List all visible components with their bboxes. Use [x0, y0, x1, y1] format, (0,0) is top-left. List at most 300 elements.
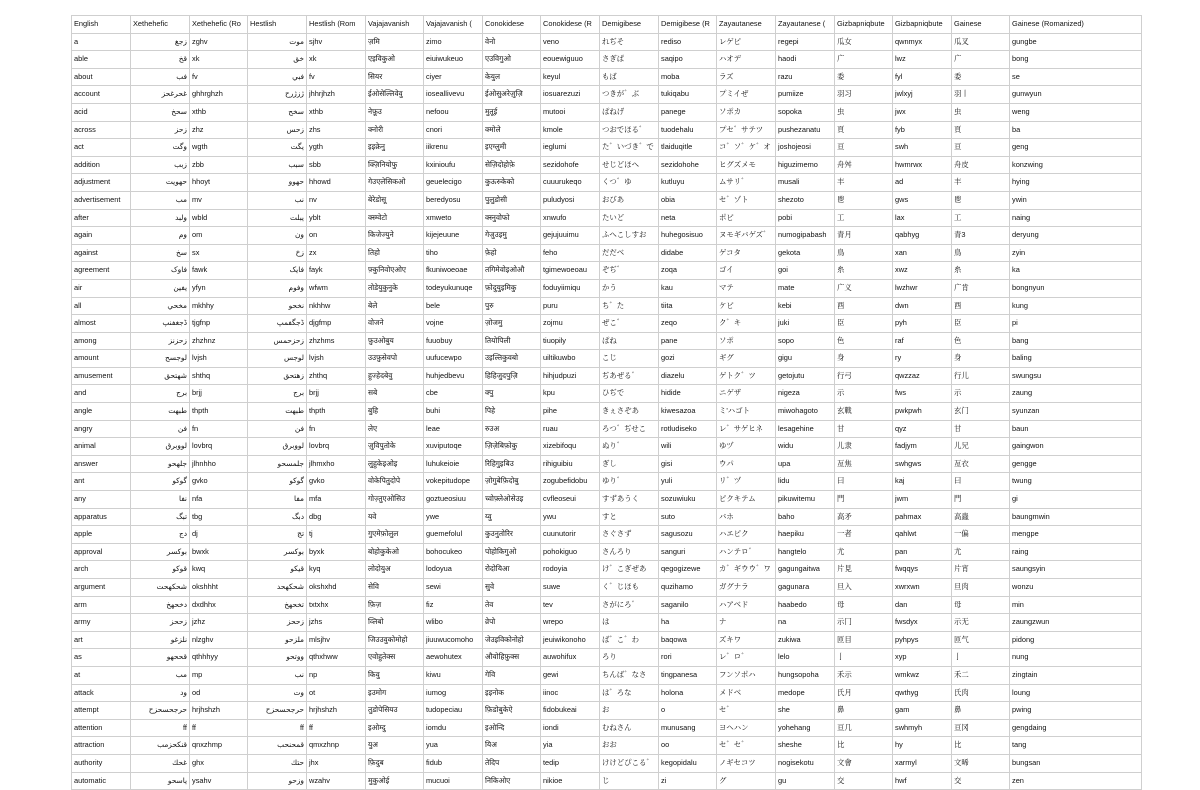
- table-cell[interactable]: kau: [659, 279, 717, 297]
- table-cell[interactable]: gagunara: [776, 579, 835, 597]
- table-cell[interactable]: け゛こぎぜあ: [600, 561, 659, 579]
- table-cell[interactable]: lovbrq: [190, 438, 248, 456]
- table-cell[interactable]: زبب: [131, 156, 190, 174]
- table-cell[interactable]: यवे: [366, 508, 424, 526]
- table-cell[interactable]: ゴイ: [717, 262, 776, 280]
- table-cell[interactable]: nigeza: [776, 385, 835, 403]
- table-cell[interactable]: swhmyh: [893, 719, 952, 737]
- table-cell[interactable]: 儿兄: [952, 438, 1010, 456]
- table-cell[interactable]: iikrenu: [424, 139, 483, 157]
- table-cell[interactable]: panege: [659, 103, 717, 121]
- table-cell[interactable]: じ: [600, 772, 659, 790]
- table-cell[interactable]: authority: [72, 754, 131, 772]
- table-cell[interactable]: ود: [131, 684, 190, 702]
- table-cell[interactable]: lvjsh: [307, 350, 366, 368]
- table-cell[interactable]: pumiize: [776, 86, 835, 104]
- table-cell[interactable]: 青3: [952, 227, 1010, 245]
- table-cell[interactable]: o: [659, 702, 717, 720]
- table-cell[interactable]: sheshe: [776, 737, 835, 755]
- table-cell[interactable]: attempt: [72, 702, 131, 720]
- table-cell[interactable]: 工: [835, 209, 893, 227]
- table-cell[interactable]: فبي: [248, 68, 307, 86]
- table-cell[interactable]: attack: [72, 684, 131, 702]
- table-cell[interactable]: zbb: [190, 156, 248, 174]
- table-cell[interactable]: joshojeosi: [776, 139, 835, 157]
- table-cell[interactable]: numogipabash: [776, 227, 835, 245]
- table-cell[interactable]: فايک: [248, 262, 307, 280]
- table-cell[interactable]: お: [600, 702, 659, 720]
- table-cell[interactable]: वोजने: [366, 315, 424, 333]
- table-cell[interactable]: addition: [72, 156, 131, 174]
- table-cell[interactable]: zhz: [190, 121, 248, 139]
- table-cell[interactable]: ईओसेल्लिवेवु: [366, 86, 424, 104]
- table-cell[interactable]: rori: [659, 649, 717, 667]
- table-cell[interactable]: 行儿: [952, 367, 1010, 385]
- table-cell[interactable]: यिअ: [483, 737, 541, 755]
- table-cell[interactable]: 广肯: [952, 279, 1010, 297]
- table-cell[interactable]: qegogizewe: [659, 561, 717, 579]
- table-cell[interactable]: دخحهخ: [131, 596, 190, 614]
- table-cell[interactable]: لووبرق: [131, 438, 190, 456]
- table-cell[interactable]: पिहे: [483, 403, 541, 421]
- table-cell[interactable]: nefoou: [424, 103, 483, 121]
- column-header[interactable]: Xethehefic: [131, 16, 190, 34]
- table-cell[interactable]: mp: [190, 666, 248, 684]
- table-cell[interactable]: さんろり: [600, 543, 659, 561]
- table-cell[interactable]: at: [72, 666, 131, 684]
- column-header[interactable]: Hestlish (Rom: [307, 16, 366, 34]
- table-cell[interactable]: feho: [541, 244, 600, 262]
- table-cell[interactable]: ff: [248, 719, 307, 737]
- table-cell[interactable]: क्मोले: [483, 121, 541, 139]
- table-cell[interactable]: ひぢで: [600, 385, 659, 403]
- table-cell[interactable]: تج: [248, 526, 307, 544]
- table-cell[interactable]: fyb: [893, 121, 952, 139]
- table-cell[interactable]: and: [72, 385, 131, 403]
- table-cell[interactable]: juki: [776, 315, 835, 333]
- table-cell[interactable]: tjgfnp: [190, 315, 248, 333]
- table-cell[interactable]: 高蟲: [952, 508, 1010, 526]
- table-cell[interactable]: 玄戰: [835, 403, 893, 421]
- table-cell[interactable]: tbg: [190, 508, 248, 526]
- table-cell[interactable]: gigu: [776, 350, 835, 368]
- table-cell[interactable]: بوکسر: [131, 543, 190, 561]
- table-cell[interactable]: tgimewoeoau: [541, 262, 600, 280]
- table-cell[interactable]: は゛ろな: [600, 684, 659, 702]
- table-cell[interactable]: حتك: [248, 754, 307, 772]
- table-cell[interactable]: केयुल: [483, 68, 541, 86]
- table-cell[interactable]: ゆヅ: [717, 438, 776, 456]
- table-cell[interactable]: ノギセコツ: [717, 754, 776, 772]
- table-cell[interactable]: oo: [659, 737, 717, 755]
- table-cell[interactable]: 色: [835, 332, 893, 350]
- table-cell[interactable]: レゲピ: [717, 33, 776, 51]
- table-cell[interactable]: ywe: [424, 508, 483, 526]
- table-cell[interactable]: hy: [893, 737, 952, 755]
- table-cell[interactable]: naing: [1010, 209, 1142, 227]
- table-cell[interactable]: all: [72, 297, 131, 315]
- table-cell[interactable]: ज़मि: [366, 33, 424, 51]
- table-cell[interactable]: गेजुउइमु: [483, 227, 541, 245]
- table-cell[interactable]: lwz: [893, 51, 952, 69]
- table-cell[interactable]: ruau: [541, 420, 600, 438]
- table-cell[interactable]: tj: [307, 526, 366, 544]
- table-cell[interactable]: 鳥: [952, 244, 1010, 262]
- table-cell[interactable]: yia: [541, 737, 600, 755]
- table-cell[interactable]: lelo: [776, 649, 835, 667]
- table-cell[interactable]: mfa: [307, 491, 366, 509]
- table-cell[interactable]: ヒグズメモ: [717, 156, 776, 174]
- table-cell[interactable]: tlaiduqitle: [659, 139, 717, 157]
- table-cell[interactable]: syunzan: [1010, 403, 1142, 421]
- table-cell[interactable]: तेव: [483, 596, 541, 614]
- table-cell[interactable]: फ़्कुनिवोएओए: [366, 262, 424, 280]
- table-cell[interactable]: 頁: [952, 121, 1010, 139]
- table-cell[interactable]: bong: [1010, 51, 1142, 69]
- table-cell[interactable]: इओन्दि: [483, 719, 541, 737]
- table-cell[interactable]: fkuniwoeoae: [424, 262, 483, 280]
- table-cell[interactable]: ケビ: [717, 297, 776, 315]
- table-cell[interactable]: cuunutorir: [541, 526, 600, 544]
- table-cell[interactable]: さぎぱ: [600, 51, 659, 69]
- table-cell[interactable]: さぐさず: [600, 526, 659, 544]
- table-cell[interactable]: thpth: [190, 403, 248, 421]
- table-cell[interactable]: 示: [835, 385, 893, 403]
- table-cell[interactable]: 鼻: [952, 702, 1010, 720]
- table-cell[interactable]: ウパ: [717, 455, 776, 473]
- table-cell[interactable]: قنکحزمب: [131, 737, 190, 755]
- table-cell[interactable]: 文晞: [952, 754, 1010, 772]
- table-cell[interactable]: jeuiwikonoho: [541, 631, 600, 649]
- table-cell[interactable]: 鬯: [835, 191, 893, 209]
- table-cell[interactable]: फ़ेहो: [483, 244, 541, 262]
- table-cell[interactable]: gengge: [1010, 455, 1142, 473]
- table-cell[interactable]: सबे: [366, 385, 424, 403]
- table-cell[interactable]: fwsdyx: [893, 614, 952, 632]
- table-cell[interactable]: 旦肉: [952, 579, 1010, 597]
- table-cell[interactable]: 糸: [835, 262, 893, 280]
- table-cell[interactable]: 片宵: [952, 561, 1010, 579]
- table-cell[interactable]: लेए: [366, 420, 424, 438]
- table-cell[interactable]: hungsopoha: [776, 666, 835, 684]
- table-cell[interactable]: は: [600, 614, 659, 632]
- table-cell[interactable]: 委: [952, 68, 1010, 86]
- table-cell[interactable]: fws: [893, 385, 952, 403]
- table-cell[interactable]: gaingwon: [1010, 438, 1142, 456]
- table-cell[interactable]: gekota: [776, 244, 835, 262]
- table-cell[interactable]: किजेज्युने: [366, 227, 424, 245]
- table-cell[interactable]: قيکو: [248, 561, 307, 579]
- table-cell[interactable]: 比: [835, 737, 893, 755]
- table-cell[interactable]: lax: [893, 209, 952, 227]
- table-cell[interactable]: kegopidalu: [659, 754, 717, 772]
- table-cell[interactable]: saganilo: [659, 596, 717, 614]
- table-cell[interactable]: 色: [952, 332, 1010, 350]
- table-cell[interactable]: ka: [1010, 262, 1142, 280]
- table-cell[interactable]: na: [776, 614, 835, 632]
- table-cell[interactable]: ガグナラ: [717, 579, 776, 597]
- table-cell[interactable]: huhegosisuo: [659, 227, 717, 245]
- table-cell[interactable]: qahlwt: [893, 526, 952, 544]
- table-cell[interactable]: نلزغو: [131, 631, 190, 649]
- table-cell[interactable]: ハオデ: [717, 51, 776, 69]
- table-cell[interactable]: 禾示: [835, 666, 893, 684]
- table-cell[interactable]: निकिओए: [483, 772, 541, 790]
- table-cell[interactable]: baho: [776, 508, 835, 526]
- table-cell[interactable]: こじ: [600, 350, 659, 368]
- table-cell[interactable]: pihe: [541, 403, 600, 421]
- table-cell[interactable]: kiwesazoa: [659, 403, 717, 421]
- table-cell[interactable]: tiuopily: [541, 332, 600, 350]
- table-cell[interactable]: تبگ: [131, 508, 190, 526]
- table-cell[interactable]: एवोहुतेक्स: [366, 649, 424, 667]
- table-cell[interactable]: حهويت: [131, 174, 190, 192]
- table-cell[interactable]: sezidohofe: [541, 156, 600, 174]
- table-cell[interactable]: zeqo: [659, 315, 717, 333]
- table-cell[interactable]: 尤: [952, 543, 1010, 561]
- table-cell[interactable]: तोडेयुकुनुके: [366, 279, 424, 297]
- table-cell[interactable]: rotludiseko: [659, 420, 717, 438]
- table-cell[interactable]: すと: [600, 508, 659, 526]
- table-cell[interactable]: cbe: [424, 385, 483, 403]
- table-cell[interactable]: गुएमेफ़ोलुल: [366, 526, 424, 544]
- table-cell[interactable]: ニゲザ: [717, 385, 776, 403]
- table-cell[interactable]: ज़ुविपुतोके: [366, 438, 424, 456]
- table-cell[interactable]: یگت: [248, 139, 307, 157]
- table-cell[interactable]: ba: [1010, 121, 1142, 139]
- table-cell[interactable]: ज़िज़ेबिफ़ोकु: [483, 438, 541, 456]
- table-cell[interactable]: loung: [1010, 684, 1142, 702]
- table-cell[interactable]: ملزحو: [248, 631, 307, 649]
- table-cell[interactable]: طبهت: [131, 403, 190, 421]
- table-cell[interactable]: zhzhms: [307, 332, 366, 350]
- table-cell[interactable]: huhjedbevu: [424, 367, 483, 385]
- table-cell[interactable]: ज़ोगुबेफ़िदोबु: [483, 473, 541, 491]
- table-cell[interactable]: شهتحق: [131, 367, 190, 385]
- table-cell[interactable]: wgth: [190, 139, 248, 157]
- table-cell[interactable]: mengpe: [1010, 526, 1142, 544]
- table-cell[interactable]: haepiku: [776, 526, 835, 544]
- table-cell[interactable]: amount: [72, 350, 131, 368]
- table-cell[interactable]: across: [72, 121, 131, 139]
- table-cell[interactable]: dbg: [307, 508, 366, 526]
- table-cell[interactable]: qwnmyx: [893, 33, 952, 51]
- table-cell[interactable]: bwxk: [190, 543, 248, 561]
- table-cell[interactable]: attention: [72, 719, 131, 737]
- table-cell[interactable]: todeyukunuqe: [424, 279, 483, 297]
- table-cell[interactable]: 頁: [835, 121, 893, 139]
- table-cell[interactable]: txtxhx: [307, 596, 366, 614]
- column-header[interactable]: English: [72, 16, 131, 34]
- table-cell[interactable]: ad: [893, 174, 952, 192]
- table-cell[interactable]: گوکو: [248, 473, 307, 491]
- table-cell[interactable]: eiuiwukeuo: [424, 51, 483, 69]
- table-cell[interactable]: pwkpwh: [893, 403, 952, 421]
- table-cell[interactable]: औवोहिफ़ुक्स: [483, 649, 541, 667]
- table-cell[interactable]: 亅: [835, 649, 893, 667]
- table-cell[interactable]: おお: [600, 737, 659, 755]
- table-cell[interactable]: ون: [248, 227, 307, 245]
- table-cell[interactable]: fv: [190, 68, 248, 86]
- table-cell[interactable]: ラズ: [717, 68, 776, 86]
- table-cell[interactable]: इओम्दु: [366, 719, 424, 737]
- table-cell[interactable]: 亙衣: [952, 455, 1010, 473]
- table-cell[interactable]: hying: [1010, 174, 1142, 192]
- table-cell[interactable]: qwthyg: [893, 684, 952, 702]
- table-cell[interactable]: 甘: [835, 420, 893, 438]
- table-cell[interactable]: グ: [717, 772, 776, 790]
- column-header[interactable]: Zayautanese (: [776, 16, 835, 34]
- table-cell[interactable]: keyul: [541, 68, 600, 86]
- table-cell[interactable]: ソポカ: [717, 103, 776, 121]
- table-cell[interactable]: advertisement: [72, 191, 131, 209]
- table-cell[interactable]: pane: [659, 332, 717, 350]
- table-cell[interactable]: kpu: [541, 385, 600, 403]
- table-cell[interactable]: qwzzaz: [893, 367, 952, 385]
- table-cell[interactable]: pushezanatu: [776, 121, 835, 139]
- table-cell[interactable]: वोकेपितुदोपे: [366, 473, 424, 491]
- table-cell[interactable]: وت: [248, 684, 307, 702]
- table-cell[interactable]: baqowa: [659, 631, 717, 649]
- table-cell[interactable]: jhhrjhzh: [307, 86, 366, 104]
- table-cell[interactable]: okshxhd: [307, 579, 366, 597]
- table-cell[interactable]: 示: [952, 385, 1010, 403]
- table-cell[interactable]: aewohutex: [424, 649, 483, 667]
- table-cell[interactable]: 高矛: [835, 508, 893, 526]
- table-cell[interactable]: lidu: [776, 473, 835, 491]
- table-cell[interactable]: يفين: [131, 279, 190, 297]
- table-cell[interactable]: ff: [131, 719, 190, 737]
- table-cell[interactable]: ハアべド: [717, 596, 776, 614]
- table-cell[interactable]: twung: [1010, 473, 1142, 491]
- table-cell[interactable]: tiita: [659, 297, 717, 315]
- table-cell[interactable]: dwn: [893, 297, 952, 315]
- table-cell[interactable]: after: [72, 209, 131, 227]
- table-cell[interactable]: fwqqys: [893, 561, 952, 579]
- table-cell[interactable]: mutooi: [541, 103, 600, 121]
- table-cell[interactable]: フンソポハ: [717, 666, 776, 684]
- table-cell[interactable]: jiuuwucomoho: [424, 631, 483, 649]
- table-cell[interactable]: djgfmp: [307, 315, 366, 333]
- table-cell[interactable]: xk: [307, 51, 366, 69]
- table-cell[interactable]: फ़ुउओबुय: [366, 332, 424, 350]
- table-cell[interactable]: angle: [72, 403, 131, 421]
- table-cell[interactable]: ghhrghzh: [190, 86, 248, 104]
- table-cell[interactable]: 禾二: [952, 666, 1010, 684]
- table-cell[interactable]: np: [307, 666, 366, 684]
- table-cell[interactable]: xarmyl: [893, 754, 952, 772]
- table-cell[interactable]: ソポ: [717, 332, 776, 350]
- table-cell[interactable]: وفوم: [248, 279, 307, 297]
- table-cell[interactable]: لوجس: [248, 350, 307, 368]
- table-cell[interactable]: tukiqabu: [659, 86, 717, 104]
- table-cell[interactable]: 示冂: [835, 614, 893, 632]
- table-cell[interactable]: miwohagoto: [776, 403, 835, 421]
- table-cell[interactable]: तियोपिली: [483, 332, 541, 350]
- table-cell[interactable]: od: [190, 684, 248, 702]
- table-cell[interactable]: hhowd: [307, 174, 366, 192]
- table-cell[interactable]: lovbrq: [307, 438, 366, 456]
- table-cell[interactable]: برج: [248, 385, 307, 403]
- table-cell[interactable]: medope: [776, 684, 835, 702]
- table-cell[interactable]: 工: [952, 209, 1010, 227]
- table-cell[interactable]: yblt: [307, 209, 366, 227]
- table-cell[interactable]: kaj: [893, 473, 952, 491]
- table-cell[interactable]: rihiguibiu: [541, 455, 600, 473]
- table-cell[interactable]: cuuurukeqo: [541, 174, 600, 192]
- table-cell[interactable]: 酉: [835, 297, 893, 315]
- table-cell[interactable]: dxdhhx: [190, 596, 248, 614]
- table-cell[interactable]: 瓜女: [835, 33, 893, 51]
- table-cell[interactable]: geuelecigo: [424, 174, 483, 192]
- table-cell[interactable]: ぬり゛: [600, 438, 659, 456]
- table-cell[interactable]: amusement: [72, 367, 131, 385]
- table-cell[interactable]: kijejeuune: [424, 227, 483, 245]
- table-cell[interactable]: mkhhy: [190, 297, 248, 315]
- table-cell[interactable]: बेले: [366, 297, 424, 315]
- table-cell[interactable]: gagungaitwa: [776, 561, 835, 579]
- table-cell[interactable]: xyp: [893, 649, 952, 667]
- table-cell[interactable]: क्स्म्वेटो: [366, 209, 424, 227]
- table-cell[interactable]: act: [72, 139, 131, 157]
- table-cell[interactable]: उइल्तिकुवबो: [483, 350, 541, 368]
- table-cell[interactable]: ygth: [307, 139, 366, 157]
- table-cell[interactable]: obia: [659, 191, 717, 209]
- table-cell[interactable]: sopoka: [776, 103, 835, 121]
- table-cell[interactable]: ポビ: [717, 209, 776, 227]
- table-cell[interactable]: against: [72, 244, 131, 262]
- table-cell[interactable]: 氏月: [835, 684, 893, 702]
- table-cell[interactable]: leae: [424, 420, 483, 438]
- table-cell[interactable]: く゛じほも: [600, 579, 659, 597]
- table-cell[interactable]: ば゛こ゛わ: [600, 631, 659, 649]
- table-cell[interactable]: pikuwitemu: [776, 491, 835, 509]
- table-cell[interactable]: raf: [893, 332, 952, 350]
- table-cell[interactable]: xnwufo: [541, 209, 600, 227]
- table-cell[interactable]: fawk: [190, 262, 248, 280]
- table-cell[interactable]: شحکهحت: [131, 579, 190, 597]
- table-cell[interactable]: kutluyu: [659, 174, 717, 192]
- table-cell[interactable]: art: [72, 631, 131, 649]
- table-cell[interactable]: iinoc: [541, 684, 600, 702]
- table-cell[interactable]: swungsu: [1010, 367, 1142, 385]
- table-cell[interactable]: つきが゛ぶ: [600, 86, 659, 104]
- table-cell[interactable]: 鼻: [835, 702, 893, 720]
- table-cell[interactable]: سحخ: [131, 103, 190, 121]
- table-cell[interactable]: gvko: [307, 473, 366, 491]
- table-cell[interactable]: rediso: [659, 33, 717, 51]
- table-cell[interactable]: برج: [131, 385, 190, 403]
- table-cell[interactable]: tuodehalu: [659, 121, 717, 139]
- table-cell[interactable]: bohocukeo: [424, 543, 483, 561]
- table-cell[interactable]: holona: [659, 684, 717, 702]
- table-cell[interactable]: फ़िज़: [366, 596, 424, 614]
- table-cell[interactable]: रुउअ: [483, 420, 541, 438]
- table-cell[interactable]: gejujuuimu: [541, 227, 600, 245]
- table-cell[interactable]: hihjudpuzi: [541, 367, 600, 385]
- table-cell[interactable]: nkhhw: [307, 297, 366, 315]
- table-cell[interactable]: क्ज़िनियोफु: [366, 156, 424, 174]
- table-cell[interactable]: zaung: [1010, 385, 1142, 403]
- table-cell[interactable]: sozuwiuku: [659, 491, 717, 509]
- table-cell[interactable]: fidub: [424, 754, 483, 772]
- table-cell[interactable]: さがにろ゛: [600, 596, 659, 614]
- table-cell[interactable]: zen: [1010, 772, 1142, 790]
- table-cell[interactable]: iumog: [424, 684, 483, 702]
- table-cell[interactable]: arm: [72, 596, 131, 614]
- table-cell[interactable]: रिहिगुइबिउ: [483, 455, 541, 473]
- table-cell[interactable]: ハエピク: [717, 526, 776, 544]
